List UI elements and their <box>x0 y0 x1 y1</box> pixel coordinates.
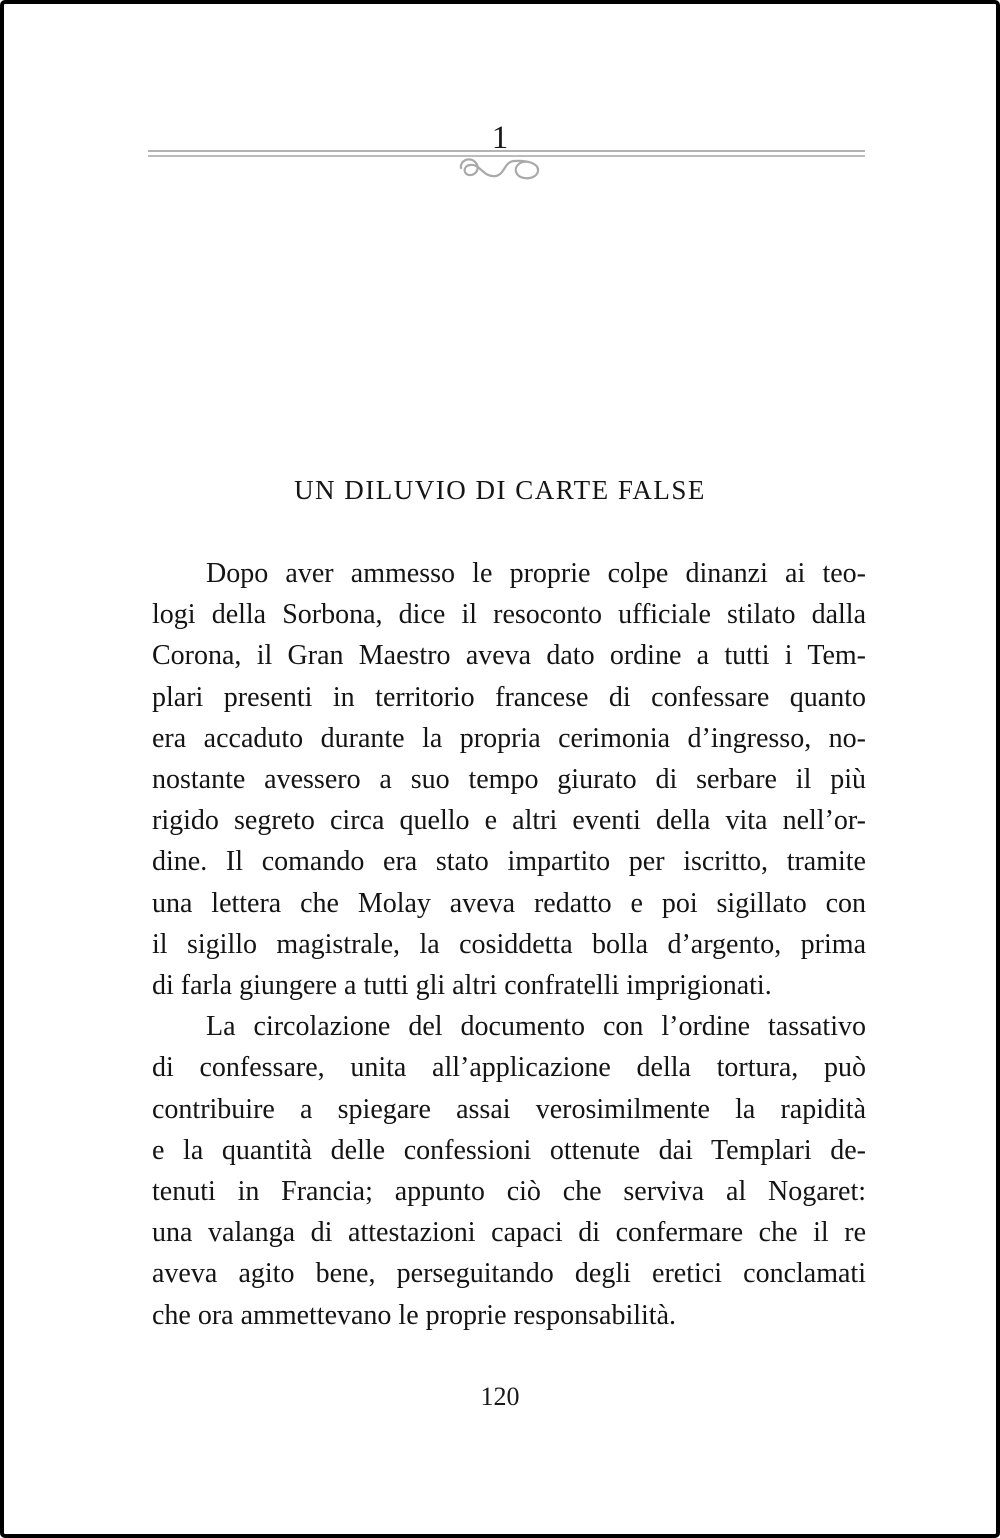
text-line: nostante avessero a suo tempo giurato di serbare il più <box>152 764 866 796</box>
page-number: 120 <box>480 1382 520 1411</box>
text-line: che ora ammettevano le proprie responsabilità. <box>152 1299 677 1331</box>
chapter-number: 1 <box>491 120 509 156</box>
text-line: e la quantità delle confessioni ottenute dai Templari de- <box>152 1134 866 1166</box>
text-line: Dopo aver ammesso le proprie colpe dinanzi ai teo- <box>206 558 866 589</box>
body-text <box>152 553 866 1336</box>
ornament-container <box>4 155 996 190</box>
text-line: dine. Il comando era stato impartito per iscritto, tramite <box>152 846 866 878</box>
text-line: di confessare, unita all’applicazione della tortura, può <box>152 1052 866 1084</box>
text-line: il sigillo magistrale, la cosiddetta bolla d’argento, prima <box>152 928 866 960</box>
text-line: era accaduto durante la propria cerimonia d’ingresso, no- <box>152 722 866 754</box>
text-line: una valanga di attestazioni capaci di confermare che il re <box>152 1217 866 1249</box>
text-line: contribuire a spiegare assai verosimilmente la rapidità <box>152 1093 866 1125</box>
text-line: plari presenti in territorio francese di confessare quanto <box>152 681 866 713</box>
paragraph-2 <box>152 1006 866 1336</box>
text-line: aveva agito bene, perseguitando degli eretici conclamati <box>152 1258 866 1290</box>
text-line: logi della Sorbona, dice il resoconto ufficiale stilato dalla <box>152 599 866 631</box>
text-line: una lettera che Molay aveva redatto e poi sigillato con <box>152 887 866 919</box>
calligraphic-flourish-icon <box>456 155 544 185</box>
text-line: tenuti in Francia; appunto ciò che serviva al Nogaret: <box>152 1176 866 1208</box>
chapter-title: UN DILUVIO DI CARTE FALSE <box>294 475 706 505</box>
text-line: rigido segreto circa quello e altri eventi della vita nell’or- <box>152 805 866 837</box>
paragraph-1 <box>152 553 866 1006</box>
text-line: La circolazione del documento con l’ordine tassativo <box>206 1011 866 1043</box>
text-line: Corona, il Gran Maestro aveva dato ordine a tutti i Tem- <box>152 640 866 672</box>
text-line: di farla giungere a tutti gli altri confratelli imprigionati. <box>152 970 772 1002</box>
